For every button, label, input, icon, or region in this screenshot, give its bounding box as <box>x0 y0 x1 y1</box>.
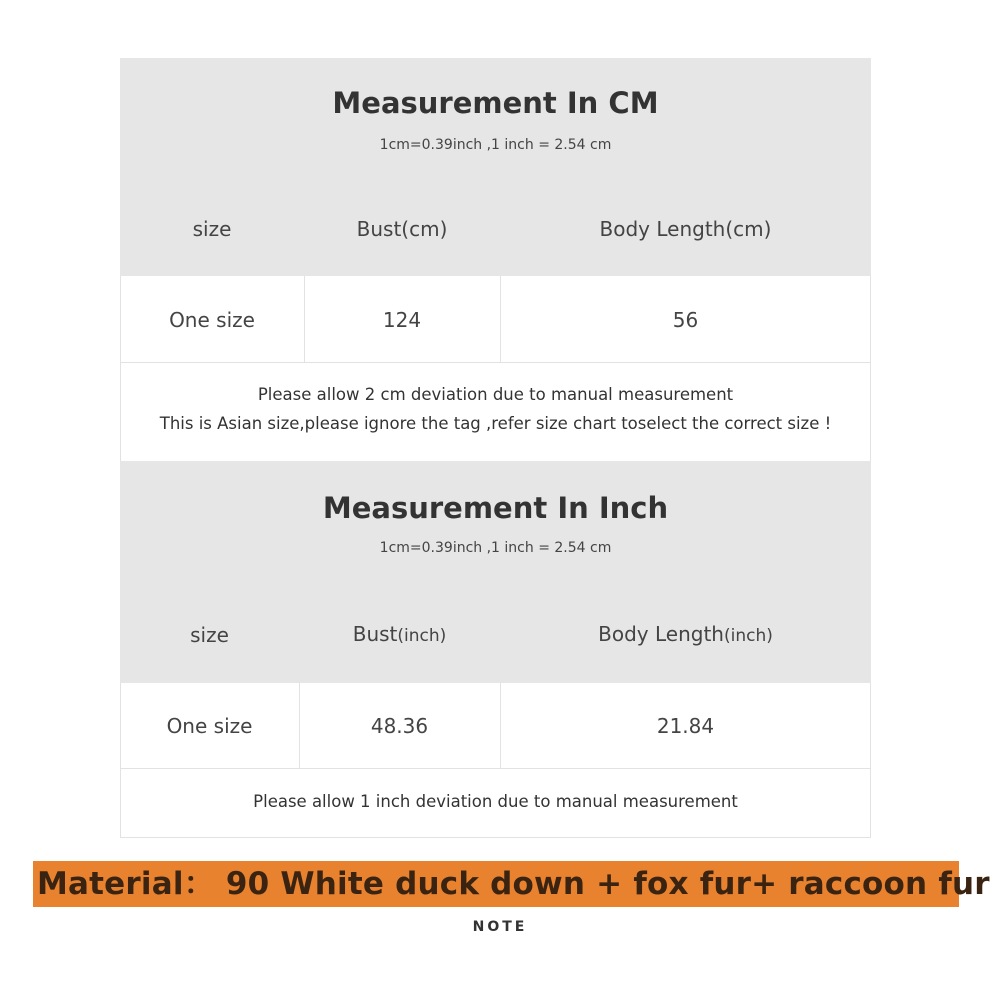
cm-note-line2: This is Asian size,please ignore the tag ,refer size chart toselect the correct size ! <box>159 414 832 433</box>
material-text: Material： 90 White duck down + fox fur+ raccoon fur <box>37 866 990 902</box>
inch-header-block <box>120 461 871 683</box>
cm-header-block <box>120 58 871 276</box>
inch-cell-size: One size <box>166 714 253 738</box>
cm-note-line1: Please allow 2 cm deviation due to manual measurement <box>257 385 734 404</box>
cm-note-border-left <box>120 363 121 461</box>
inch-cell-length: 21.84 <box>656 714 715 738</box>
cm-note-border-right <box>870 363 871 461</box>
inch-note: Please allow 1 inch deviation due to manual measurement <box>253 792 738 811</box>
inch-note-block <box>120 769 871 838</box>
cm-title: Measurement In CM <box>332 86 659 120</box>
inch-header-bust <box>299 622 500 646</box>
cm-header-bust: Bust(cm) <box>356 217 448 241</box>
cutoff-note-text: NOTE <box>472 919 528 935</box>
cm-data-row <box>120 276 871 363</box>
cutoff-note-heading <box>0 912 1000 935</box>
inch-header-bust-unit: (inch) <box>397 626 447 646</box>
cm-cell-bust: 124 <box>382 307 422 332</box>
inch-data-row <box>120 683 871 769</box>
cm-header-size: size <box>192 217 232 241</box>
inch-header-length <box>500 622 871 646</box>
inch-note-bottom-line <box>120 837 871 838</box>
inch-conversion: 1cm=0.39inch ,1 inch = 2.54 cm <box>379 540 612 556</box>
inch-header-length-unit: (inch) <box>723 626 773 646</box>
inch-header-bust-main: Bust <box>352 622 398 646</box>
cm-conversion: 1cm=0.39inch ,1 inch = 2.54 cm <box>379 137 612 153</box>
cm-note-block <box>120 363 871 461</box>
inch-title: Measurement In Inch <box>322 491 669 525</box>
cm-cell-size: One size <box>169 307 255 332</box>
cm-cell-length: 56 <box>672 307 699 332</box>
cm-header-length: Body Length(cm) <box>599 217 772 241</box>
inch-cell-bust: 48.36 <box>370 714 429 738</box>
inch-header-length-main: Body Length <box>598 622 724 646</box>
material-banner <box>33 861 990 907</box>
inch-header-size: size <box>190 623 229 647</box>
